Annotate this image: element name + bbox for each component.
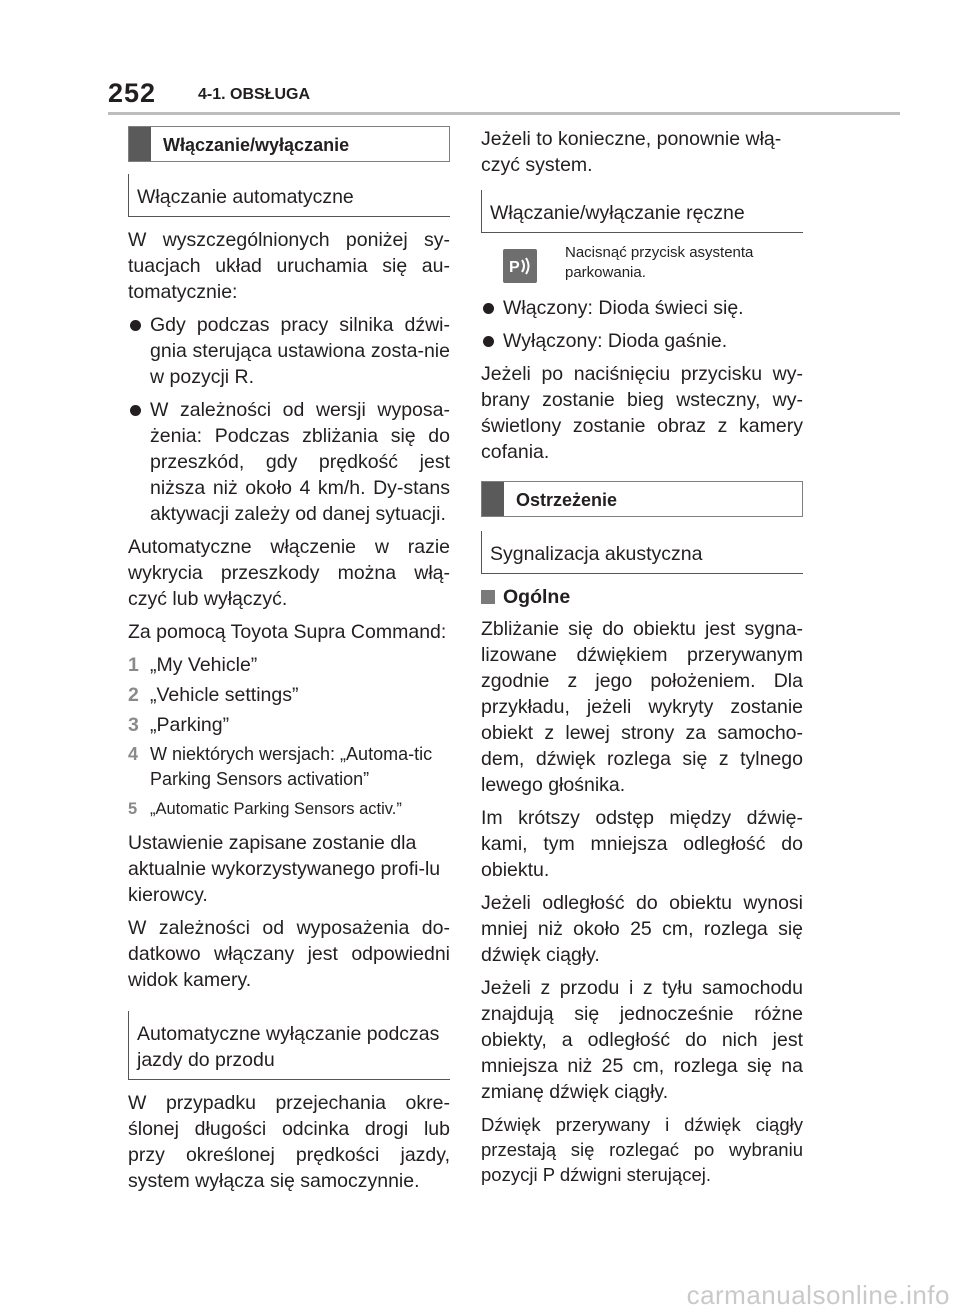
- paragraph: Jeżeli z przodu i z tyłu samochodu znajdują się jednocześnie różne obiekty, a odległość do nich jest mniejsza niż 25 cm, rozlega się na zmianę dźwięk ciągły.: [481, 977, 803, 1103]
- watermark: carmanualsonline.info: [686, 1280, 950, 1310]
- subheading-auto-on: Włączanie automatyczne: [128, 174, 450, 217]
- operation-row: [481, 243, 803, 283]
- subheading-acoustic: Sygnalizacja akustyczna: [481, 531, 803, 574]
- bullet-dot-icon: [130, 405, 141, 416]
- parking-assist-button-icon: [503, 249, 537, 283]
- bullet-item: W zależności od wersji wyposa-żenia: Podczas zbliżania się do przeszkód, gdy prędkość jest niższa niż około 4 km/h. Dy-stans aktywacji zależy od danej sytuacji.: [128, 397, 450, 527]
- paragraph: Jeżeli to konieczne, ponownie włą-czyć system.: [481, 128, 782, 176]
- paragraph: Automatyczne włączenie w razie wykrycia przeszkody można włą-czyć lub wyłączyć.: [128, 536, 450, 610]
- section-box-on-off: [128, 126, 450, 162]
- bullet-dot-icon: [483, 303, 494, 314]
- paragraph: Ustawienie zapisane zostanie dla aktualnie wykorzystywanego profi-lu kierowcy.: [128, 832, 441, 906]
- step-item: 2 „Vehicle settings”: [128, 684, 299, 706]
- box-title: Włączanie/wyłączanie: [163, 135, 350, 155]
- bullet-item: Włączony: Dioda świeci się.: [481, 295, 803, 321]
- right-column: [481, 126, 803, 1194]
- paragraph: Im krótszy odstęp między dźwię-kami, tym mniejsza odległość do obiektu.: [481, 807, 803, 881]
- page-number: 252: [108, 78, 157, 108]
- paragraph: Jeżeli odległość do obiektu wynosi mniej niż około 25 cm, rozlega się dźwięk ciągły.: [481, 892, 803, 966]
- paragraph: Zbliżanie się do obiektu jest sygna-lizowane dźwiękiem przerywanym zgodnie z jego położeniem. Dla przykładu, jeżeli wykryty zostanie obiekt z lewej strony za samocho-dem, dźwięk rozlega się z tylnego lewego głośnika.: [481, 618, 803, 796]
- step-item: 5 „Automatic Parking Sensors activ.”: [128, 800, 402, 818]
- step-item: 4 W niektórych wersjach: „Automa-tic Parking Sensors activation”: [128, 744, 433, 789]
- left-column: [128, 126, 450, 1201]
- step-item: 3 „Parking”: [128, 714, 230, 736]
- paragraph: W zależności od wyposażenia do-datkowo włączany jest odpowiedni widok kamery.: [128, 917, 450, 991]
- bullet-item: Gdy podczas pracy silnika dźwi-gnia sterująca ustawiona zosta-nie w pozycji R.: [128, 312, 450, 390]
- section-title: 4-1. OBSŁUGA: [198, 86, 311, 103]
- page-header: [108, 78, 900, 114]
- bullet-dot-icon: [130, 320, 141, 331]
- bullet-item: Wyłączony: Dioda gaśnie.: [481, 328, 803, 354]
- box-accent-bar: [129, 127, 151, 161]
- paragraph: Jeżeli po naciśnięciu przycisku wy-brany zostanie bieg wsteczny, wy-świetlony zostanie obraz z kamery cofania.: [481, 363, 803, 463]
- subheading-auto-off: Automatyczne wyłączanie podczas jazdy do przodu: [128, 1011, 450, 1080]
- operation-text: Nacisnąć przycisk asystenta parkowania.: [565, 244, 754, 281]
- section-box-warning: [481, 481, 803, 517]
- paragraph: Za pomocą Toyota Supra Command:: [128, 621, 447, 643]
- step-item: 1 „My Vehicle”: [128, 654, 258, 676]
- general-heading: Ogólne: [481, 584, 803, 610]
- paragraph: W wyszczególnionych poniżej sy-tuacjach układ uruchamia się au-tomatycznie:: [128, 229, 450, 303]
- svg-text:P: P: [509, 259, 520, 276]
- bullet-dot-icon: [483, 336, 494, 347]
- box-accent-bar: [482, 482, 504, 516]
- paragraph: Dźwięk przerywany i dźwięk ciągły przestają się rozlegać po wybraniu pozycji P dźwigni sterującej.: [481, 1114, 803, 1185]
- box-title: Ostrzeżenie: [516, 490, 618, 510]
- square-bullet-icon: [481, 590, 495, 604]
- header-rule: [108, 112, 900, 115]
- subheading-manual: Włączanie/wyłączanie ręczne: [481, 190, 803, 233]
- paragraph: W przypadku przejechania okre-ślonej długości odcinka drogi lub przy określonej prędkości jazdy, system wyłącza się samoczynnie.: [128, 1092, 450, 1192]
- parking-icon-glyph: [507, 255, 533, 277]
